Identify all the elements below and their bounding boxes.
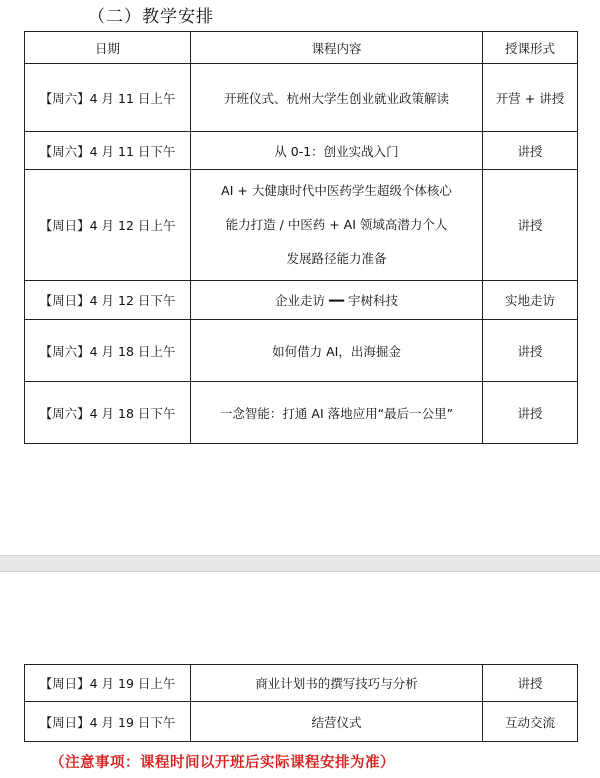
header-form: 授课形式 (483, 32, 578, 64)
page-break (0, 555, 600, 572)
row-date: 【周日】4 月 12 日下午 (25, 281, 191, 320)
row-content: 商业计划书的撰写技巧与分析 (191, 665, 483, 702)
row-form: 讲授 (483, 665, 578, 702)
row-date: 【周六】4 月 11 日下午 (25, 132, 191, 170)
table-row (25, 281, 578, 320)
row-content: 如何借力 AI，出海掘金 (191, 320, 483, 382)
row-content (191, 170, 483, 281)
table-row (25, 64, 578, 132)
row-content: 一念智能：打通 AI 落地应用“最后一公里” (191, 382, 483, 444)
row-content: 开班仪式、杭州大学生创业就业政策解读 (191, 64, 483, 132)
section-title: （二）教学安排 (88, 7, 214, 27)
row-form: 互动交流 (483, 702, 578, 742)
table-row (25, 665, 578, 702)
table-row (25, 702, 578, 742)
schedule-table-continued (24, 664, 578, 742)
row-content: 从 0-1：创业实战入门 (191, 132, 483, 170)
table-row (25, 170, 578, 281)
notice-text: （注意事项：课程时间以开班后实际课程安排为准） (50, 755, 395, 771)
schedule-table (24, 31, 578, 444)
header-date: 日期 (25, 32, 191, 64)
row-content-line: AI + 大健康时代中医药学生超级个体核心 (221, 183, 452, 198)
header-content: 课程内容 (191, 32, 483, 64)
row-date: 【周日】4 月 12 日上午 (25, 170, 191, 281)
row-form: 讲授 (483, 320, 578, 382)
row-date: 【周日】4 月 19 日下午 (25, 702, 191, 742)
row-content: 企业走访 ━━ 宇树科技 (191, 281, 483, 320)
row-form: 讲授 (483, 382, 578, 444)
row-form: 讲授 (483, 170, 578, 281)
row-date: 【周六】4 月 18 日下午 (25, 382, 191, 444)
row-content: 结营仪式 (191, 702, 483, 742)
table-row (25, 320, 578, 382)
row-content-line: 发展路径能力准备 (286, 251, 387, 266)
row-date: 【周六】4 月 11 日上午 (25, 64, 191, 132)
row-form: 实地走访 (483, 281, 578, 320)
row-date: 【周日】4 月 19 日上午 (25, 665, 191, 702)
row-content-line: 能力打造 / 中医药 + AI 领域高潜力个人 (225, 217, 448, 232)
table-row (25, 382, 578, 444)
row-date: 【周六】4 月 18 日上午 (25, 320, 191, 382)
row-form: 开营 + 讲授 (483, 64, 578, 132)
document-page-2 (0, 572, 600, 778)
table-header-row (25, 32, 578, 64)
table-row (25, 132, 578, 170)
row-form: 讲授 (483, 132, 578, 170)
